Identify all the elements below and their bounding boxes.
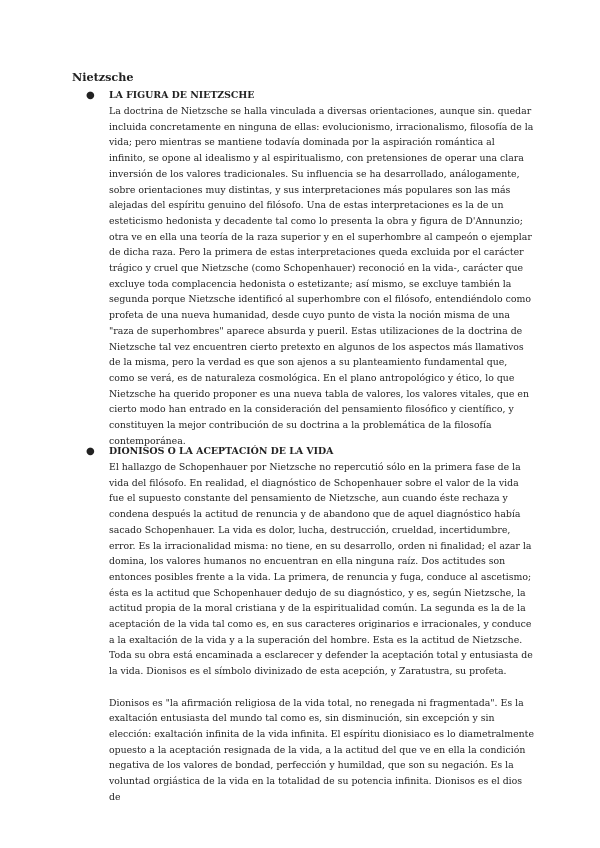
section-heading: DIONISOS O LA ACEPTACIÓN DE LA VIDA (109, 446, 334, 457)
section-heading: LA FIGURA DE NIETZSCHE (109, 90, 255, 101)
section-heading-row (72, 88, 532, 104)
section-heading-row (72, 444, 532, 460)
bullet-icon: ● (86, 446, 95, 457)
paragraph: La doctrina de Nietzsche se halla vinculada a diversas orientaciones, aunque sin. quedar incluida concretamente en ninguna de ellas: evolucionismo, irracionalismo, filosofía de la vida; pero mientras se mantiene todavía dominada por la aspiración romántica al infinito, se opone al idealismo y al espiritualismo, con pretensiones de operar una clara inversión de los valores tradicionales. Su influencia se ha desarrollado, análogamente, sobre orientaciones muy distintas, y sus interpretaciones más populares son las más alejadas del espíritu genuino del filósofo. Una de estas interpretaciones es la de un esteticismo hedonista y decadente tal como lo presenta la obra y figura de D'Annunzio; otra ve en ella una teoría de la raza superior y en el superhombre al campeón o ejemplar de dicha raza. Pero la primera de estas interpretaciones queda excluida por el carácter trágico y cruel que Nietzsche (como Schopenhauer) reconoció en la vida-, carácter que excluye toda complacencia hedonista o estetizante; así mismo, se excluye también la segunda porque Nietzsche identificó al superhombre con el filósofo, entendiéndolo como profeta de una nueva humanidad, desde cuyo punto de vista la noción misma de una "raza de superhombres" aparece absurda y pueril. Estas utilizaciones de la doctrina de Nietzsche tal vez encuentren cierto pretexto en algunos de los aspectos más llamativos de la misma, pero la verdad es que son ajenos a su planteamiento fundamental que, como se verá, es de naturaleza cosmológica. En el plano antropológico y ético, lo que Nietzsche ha querido proponer es una nueva tabla de valores, los valores vitales, que en cierto modo han entrado en la consideración del pensamiento filosófico y científico, y constituyen la mejor contribución de su doctrina a la problemática de la filosofía contemporánea. (109, 106, 534, 447)
paragraph: Dionisos es "la afirmación religiosa de la vida total, no renegada ni fragmentada". Es la exaltación entusiasta del mundo tal como es, sin disminución, sin excepción y sin elección: exaltación infinita de la vida infinita. El espíritu dionisiaco es lo diametralmente opuesto a la aceptación resignada de la vida, a la actitud del que ve en ella la condición negativa de los valores de bondad, perfección y humildad, que son su negación. Es la voluntad orgiástica de la vida en la totalidad de su potencia infinita. Dionisos es el dios de (109, 697, 534, 803)
paragraph: El hallazgo de Schopenhauer por Nietzsche no repercutió sólo en la primera fase de la vida del filósofo. En realidad, el diagnóstico de Schopenhauer sobre el valor de la vida fue el supuesto constante del pensamiento de Nietzsche, aun cuando éste rechaza y condena después la actitud de renuncia y de abandono que de aquel diagnóstico había sacado Schopenhauer. La vida es dolor, lucha, destrucción, crueldad, incertidumbre, error. Es la irracionalidad misma: no tiene, en su desarrollo, orden ni finalidad; el azar la domina, los valores humanos no encuentran en ella ninguna raíz. Dos actitudes son entonces posibles frente a la vida. La primera, de renuncia y fuga, conduce al ascetismo; ésta es la actitud que Schopenhauer dedujo de su diagnóstico, y es, según Nietzsche, la actitud propia de la moral cristiana y de la espiritualidad común. La segunda es la de la aceptación de la vida tal como es, en sus caracteres originarios e irracionales, y conduce a la exaltación de la vida y a la superación del hombre. Esta es la actitud de Nietzsche. Toda su obra está encaminada a esclarecer y defender la aceptación total y entusiasta de la vida. Dionisos es el símbolo divinizado de esta acepción, y Zaratustra, su profeta. (109, 462, 533, 678)
bullet-icon: ● (86, 90, 95, 101)
document-title: Nietzsche (72, 70, 134, 84)
section-la-figura-de-nietzsche (72, 88, 532, 449)
section-dionisos (72, 444, 532, 805)
